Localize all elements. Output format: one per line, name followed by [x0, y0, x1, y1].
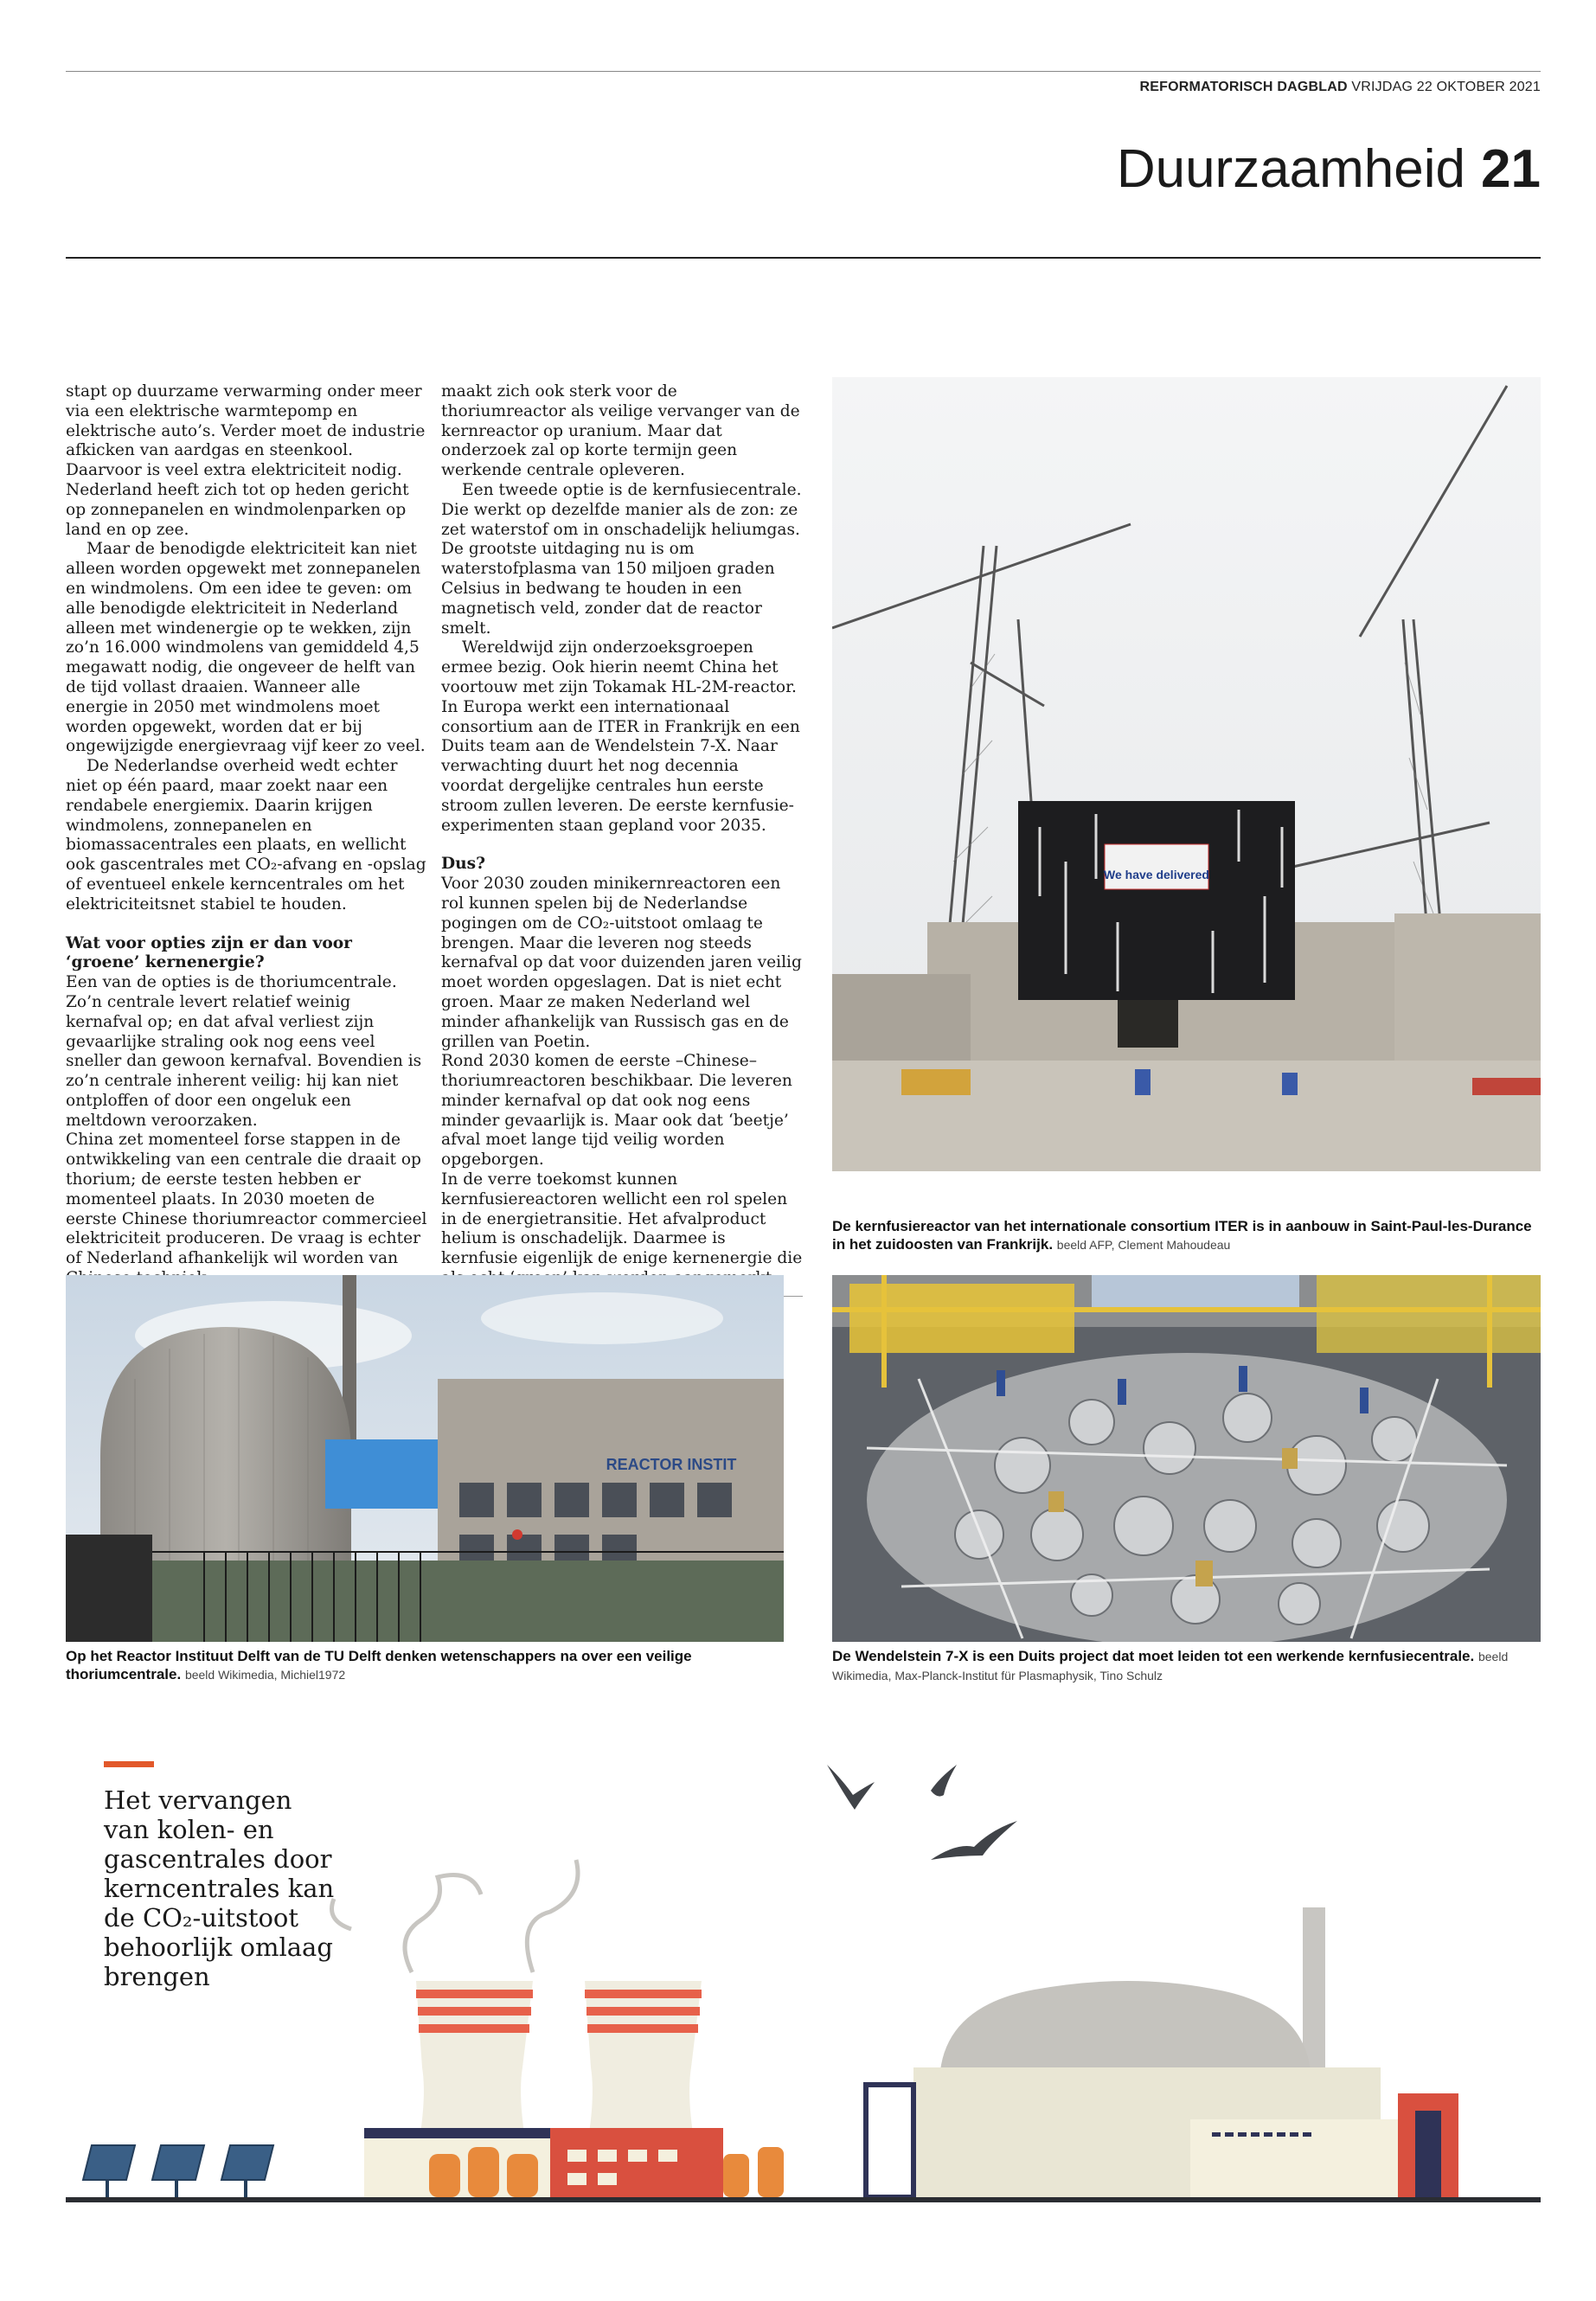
delft-caption: [66, 1647, 784, 1684]
iter-photo: [832, 377, 1541, 1171]
iter-caption: [832, 1217, 1541, 1254]
paragraph: Wereldwijd zijn onderzoeksgroepen ermee bezig. Ook hierin neemt China het voortouw met zijn Tokamak HL-2M-reactor. In Europa werkt een internationaal consortium aan de ITER in Frankrijk en een Duits team aan de Wendelstein 7-X. Naar verwachting duurt het nog decennia voordat dergelijke centrales hun eerste stroom zullen leveren. De eerste kernfusie-experimenten staan gepland voor 2035.: [441, 638, 800, 835]
photo-credit: beeld Wikimedia, Michiel1972: [184, 1668, 346, 1682]
caption-text: De Wendelstein 7-X is een Duits project dat moet leiden tot een werkende kernfusiecentrale.: [832, 1648, 1475, 1664]
paragraph: China zet momenteel forse stappen in de ontwikkeling van een centrale die draait op thorium; de eerste testen hebben er momenteel plaats. In 2030 moeten de eerste Chinese thoriumreactor commercieel elektriciteit produceren. De vraag is echter of Nederland afhankelijk wil worden van: [66, 1131, 427, 1268]
caption-text: Op het Reactor Instituut Delft van de TU Delft denken wetenschappers na over een veilige thoriumcentrale.: [66, 1648, 692, 1682]
caption-text: De kernfusiereactor van het internationale consortium ITER is in aanbouw in Saint-Paul-les-Durance in het zuidoosten van Frankrijk.: [832, 1218, 1532, 1253]
paragraph: Een tweede optie is de kernfusiecentrale. Die werkt op dezelfde manier als de zon: ze zet waterstof om in onschadelijk heliumgas. De grootste uitdaging nu is om waterstofplasma van 150 miljoen graden Celsius in bedwang te houden in een magnetisch veld, zonder dat de reactor smelt.: [441, 480, 802, 638]
paragraph: stapt op duurzame verwarming onder meer via een elektrische warmtepomp en elektrische auto’s. Verder moet de industrie afkicken van aardgas en steenkool. Daarvoor is veel extra elektriciteit nodig. Nederland heeft zich tot op heden gericht op zonnepanelen en windmolenparken op land en op zee.: [66, 382, 426, 539]
paragraph: Een van de opties is de thoriumcentrale. Zo’n centrale levert relatief weinig kernafval op; en dat afval verliest zijn gevaarlijke straling ook nog eens veel sneller dan gewoon kernafval. Bovendien is zo’n centrale inherent veilig: hij kan niet ontploffen of door een ongeluk een meltdown veroorzaken.: [66, 973, 422, 1130]
header-rule: [66, 257, 1541, 259]
bird-icon: [827, 1765, 1017, 1860]
paragraph: De Nederlandse overheid wedt echter niet op één paard, maar zoekt naar een rendabele energiemix. Daarin krijgen windmolens, zonnepanelen en biomassacentrales een plaats, en wellicht ook gascentrales met CO₂-afvang en -opslag of eventueel enkele kerncentrales om het elektriciteitsnet stabiel te houden.: [66, 757, 426, 913]
top-rule: [66, 71, 1541, 72]
paragraph: maakt zich ook sterk voor de thoriumreactor als veilige vervanger van de kernreactor op uranium. Maar dat onderzoek zal op korte termijn geen werkende centrale opleveren.: [441, 382, 800, 480]
wendelstein-caption: [832, 1647, 1541, 1685]
issue-date: VRIJDAG 22 OKTOBER 2021: [1351, 80, 1541, 94]
section-header: [1117, 138, 1541, 200]
wendelstein-photo: [832, 1275, 1541, 1642]
photo-credit: beeld AFP, Clement Mahoudeau: [1056, 1238, 1231, 1252]
reactor-sign: REACTOR INSTIT: [606, 1456, 737, 1473]
quote-accent-bar: [104, 1761, 154, 1767]
photo-credit: beeld Wikimedia, Max-Planck-Institut für Plasmaphysik, Tino Schulz: [832, 1650, 1509, 1682]
paragraph: Rond 2030 komen de eerste –Chinese– thoriumreactoren beschikbaar. Die leveren minder kernafval op dat ook nog eens minder gevaarlijk is. Maar ook dat ‘beetje’ afval moet lange tijd veilig worden opgeborgen.: [441, 1052, 792, 1170]
page-number: 21: [1481, 139, 1541, 199]
paragraph: Maar de benodigde elektriciteit kan niet alleen worden opgewekt met zonnepanelen en windmolens. Om een idee te geven: om alle benodigde elektriciteit in Nederland alleen met windenergie op te wekken, zijn zo’n 16.000 windmolens van gemiddeld 4,5 megawatt nodig, die ongeveer de helft van de tijd vollast draaien. Wanneer alle energie in 2050 met windmolens moet worden opgewekt, worden dat er bij ongewijzigde energievraag vijf keer zo veel.: [66, 540, 426, 756]
paragraph: In de verre toekomst kunnen kernfusiereactoren wellicht een rol spelen in de energietransitie. Het afvalproduct helium is onschadelijk. Daarmee is kernfusie eigenlijk de enige kernenergie die: [441, 1170, 803, 1268]
pull-quote: Het vervangen van kolen- en gascentrales door kerncentrales kan de CO₂-uitstoot behoorlijk omlaag brengen: [104, 1785, 335, 1991]
reactor-delft-photo: [66, 1275, 784, 1642]
subheading: Wat voor opties zijn er dan voor ‘groene’ kernenergie?: [66, 933, 352, 972]
section-title: Duurzaamheid: [1116, 139, 1466, 199]
masthead: [1139, 80, 1541, 95]
article-column-1: [66, 382, 427, 1309]
iter-banner-text: We have delivered: [1104, 868, 1209, 881]
article-column-2: [441, 382, 803, 1324]
paragraph: Voor 2030 zouden minikernreactoren een rol kunnen spelen bij de Nederlandse pogingen om de CO₂-uitstoot omlaag te brengen. Maar die leveren nog steeds kernafval op dat voor duizenden jaren veilig moet worden opgeslagen. Dat is niet echt groen. Maar ze maken Nederland wel minder afhankelijk van Russisch gas en de grillen van Poetin.: [441, 875, 802, 1051]
paper-name: REFORMATORISCH DAGBLAD: [1139, 80, 1348, 94]
subheading: Dus?: [441, 855, 486, 874]
